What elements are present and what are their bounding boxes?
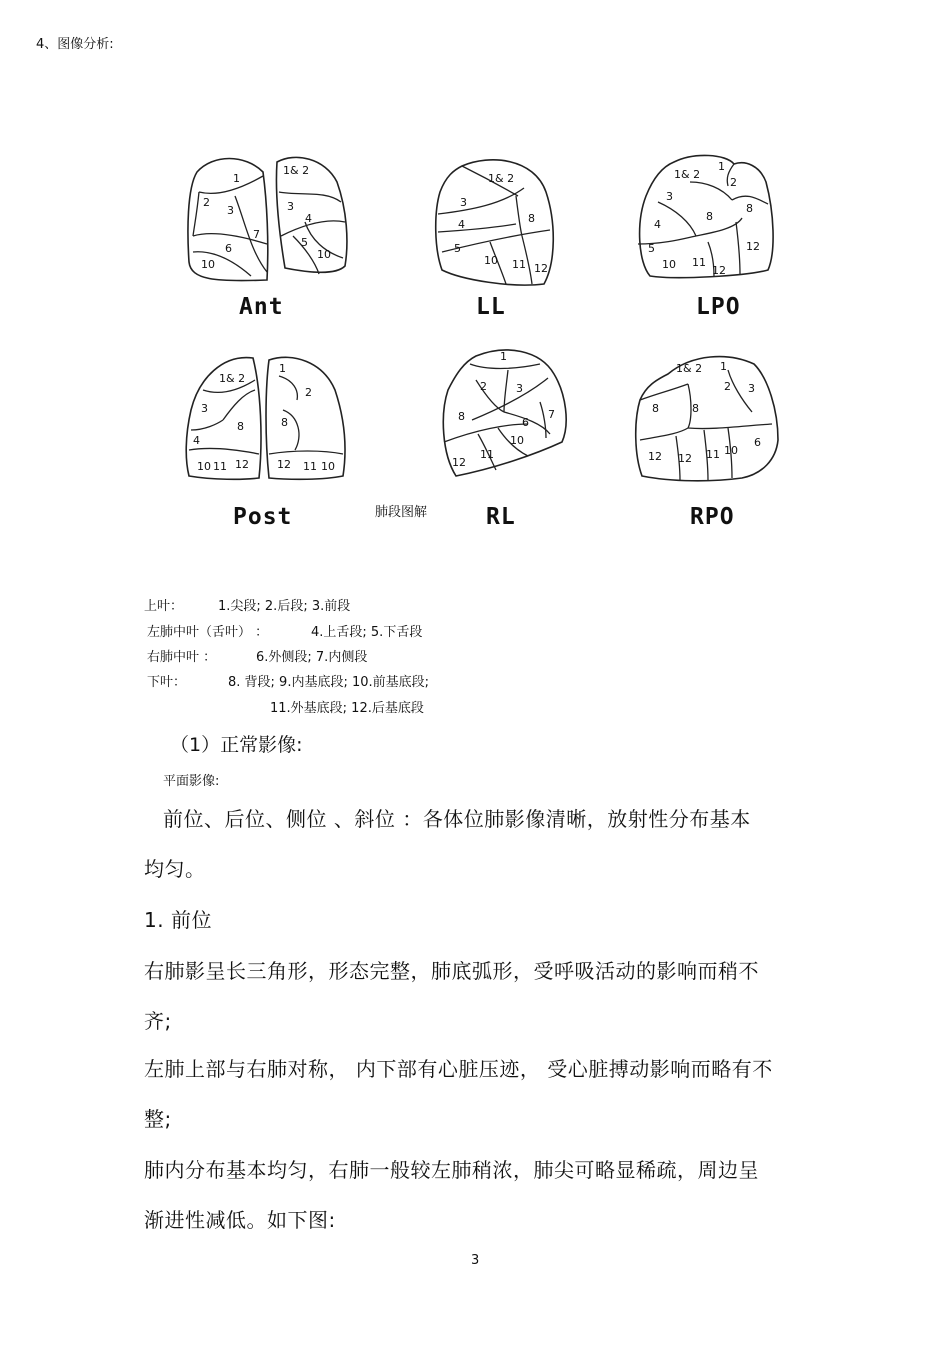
legend-row bbox=[144, 595, 351, 614]
seg-post-4: 4 bbox=[193, 434, 200, 447]
seg-rpo-2: 2 bbox=[724, 380, 731, 393]
legend-row bbox=[147, 621, 423, 640]
seg-ant-2: 2 bbox=[203, 196, 210, 209]
seg-ant-4: 4 bbox=[305, 212, 312, 225]
legend-row bbox=[147, 646, 368, 665]
seg-post-10b: 10 bbox=[321, 460, 335, 473]
seg-rpo-3: 3 bbox=[748, 382, 755, 395]
seg-rpo-12b: 12 bbox=[678, 452, 692, 465]
legend-lobe: 左肺中叶（舌叶） ： bbox=[147, 625, 269, 640]
seg-lpo-2: 2 bbox=[730, 176, 737, 189]
seg-lpo-3: 3 bbox=[666, 190, 673, 203]
legend-lobe: 下叶： bbox=[147, 675, 187, 690]
seg-lpo-8b: 8 bbox=[746, 202, 753, 215]
paragraph-line: 渐进性减低。如下图: bbox=[144, 1208, 336, 1232]
seg-rl-1: 1 bbox=[500, 350, 507, 363]
legend-items: 1.尖段; 2.后段; 3.前段 bbox=[218, 599, 351, 614]
seg-rpo-12: 1& 2 bbox=[676, 362, 703, 375]
plane-label: 平面影像: bbox=[163, 774, 220, 789]
seg-ant-6: 6 bbox=[225, 242, 232, 255]
seg-lpo-12b: 12 bbox=[746, 240, 760, 253]
seg-lpo-11: 11 bbox=[692, 256, 706, 269]
paragraph-heading: 1. 前位 bbox=[144, 908, 212, 932]
paragraph-line: 齐; bbox=[144, 1009, 172, 1033]
label-post: Post bbox=[233, 504, 293, 530]
seg-rpo-12a: 12 bbox=[648, 450, 662, 463]
label-rl: RL bbox=[486, 504, 516, 530]
legend-lobe: 上叶： bbox=[144, 599, 184, 614]
figure-caption: 肺段图解 bbox=[375, 505, 428, 520]
seg-post-11a: 11 bbox=[213, 460, 227, 473]
paragraph-line: 左肺上部与右肺对称， 内下部有心脏压迹， 受心脏搏动影响而略有不 bbox=[144, 1057, 773, 1081]
seg-ll-5: 5 bbox=[454, 242, 461, 255]
seg-rpo-10: 10 bbox=[724, 444, 738, 457]
seg-lpo-10: 10 bbox=[662, 258, 676, 271]
seg-rpo-8b: 8 bbox=[692, 402, 699, 415]
seg-post-3: 3 bbox=[201, 402, 208, 415]
seg-post-8a: 8 bbox=[237, 420, 244, 433]
seg-rpo-8a: 8 bbox=[652, 402, 659, 415]
legend-lobe: 右肺中叶 ： bbox=[147, 650, 217, 665]
seg-ant-7: 7 bbox=[253, 228, 260, 241]
paragraph-line: 右肺影呈长三角形，形态完整，肺底弧形，受呼吸活动的影响而稍不 bbox=[144, 959, 759, 983]
legend-items: 11.外基底段; 12.后基底段 bbox=[270, 701, 424, 716]
seg-rl-3: 3 bbox=[516, 382, 523, 395]
legend-items: 8. 背段; 9.内基底段; 10.前基底段; bbox=[228, 675, 430, 690]
seg-rl-11: 11 bbox=[480, 448, 494, 461]
legend-items: 6.外侧段; 7.内侧段 bbox=[256, 650, 368, 665]
seg-lpo-1: 1 bbox=[718, 160, 725, 173]
seg-ll-12: 1& 2 bbox=[488, 172, 515, 185]
seg-rpo-6: 6 bbox=[754, 436, 761, 449]
diagram-post bbox=[183, 350, 353, 530]
paragraph-line: 肺内分布基本均匀，右肺一般较左肺稍浓，肺尖可略显稀疏，周边呈 bbox=[144, 1158, 759, 1182]
legend-row bbox=[270, 697, 424, 716]
seg-ll-8: 8 bbox=[528, 212, 535, 225]
page-number: 3 bbox=[471, 1253, 480, 1268]
seg-ant-12: 1& 2 bbox=[283, 164, 310, 177]
paragraph-line: 均匀。 bbox=[144, 857, 206, 881]
seg-ll-10: 10 bbox=[484, 254, 498, 267]
diagram-rl bbox=[436, 344, 576, 530]
seg-lpo-8a: 8 bbox=[706, 210, 713, 223]
section-heading: 4、图像分析: bbox=[36, 37, 114, 52]
legend-row bbox=[147, 671, 430, 690]
seg-post-1: 1 bbox=[279, 362, 286, 375]
seg-post-10a: 10 bbox=[197, 460, 211, 473]
seg-lpo-12a: 12 bbox=[712, 264, 726, 277]
seg-post-2: 2 bbox=[305, 386, 312, 399]
diagram-rpo bbox=[632, 350, 782, 530]
seg-ant-1: 1 bbox=[233, 172, 240, 185]
diagram-lpo bbox=[636, 152, 786, 320]
diagram-ll bbox=[432, 152, 562, 320]
seg-rl-7: 7 bbox=[548, 408, 555, 421]
seg-ant-5: 5 bbox=[301, 236, 308, 249]
seg-post-11b: 11 bbox=[303, 460, 317, 473]
seg-post-12b: 12 bbox=[277, 458, 291, 471]
paragraph-line: 前位、后位、侧位 、斜位 ：各体位肺影像清晰，放射性分布基本 bbox=[163, 807, 751, 831]
seg-rl-6: 6 bbox=[522, 416, 529, 429]
seg-ant-10a: 10 bbox=[201, 258, 215, 271]
seg-ll-4: 4 bbox=[458, 218, 465, 231]
seg-ant-3a: 3 bbox=[227, 204, 234, 217]
label-ant: Ant bbox=[239, 294, 284, 320]
seg-lpo-12: 1& 2 bbox=[674, 168, 701, 181]
seg-rl-2: 2 bbox=[480, 380, 487, 393]
label-rpo: RPO bbox=[690, 504, 735, 530]
diagram-ant bbox=[185, 152, 355, 320]
seg-rl-12: 12 bbox=[452, 456, 466, 469]
seg-ll-12b: 12 bbox=[534, 262, 548, 275]
seg-post-8b: 8 bbox=[281, 416, 288, 429]
seg-rl-10: 10 bbox=[510, 434, 524, 447]
seg-rpo-11: 11 bbox=[706, 448, 720, 461]
seg-rl-8: 8 bbox=[458, 410, 465, 423]
seg-ll-3: 3 bbox=[460, 196, 467, 209]
legend-items: 4.上舌段; 5.下舌段 bbox=[311, 625, 423, 640]
subheading: （1）正常影像: bbox=[170, 734, 303, 756]
label-ll: LL bbox=[476, 294, 506, 320]
seg-ant-10b: 10 bbox=[317, 248, 331, 261]
paragraph-line: 整; bbox=[144, 1107, 172, 1131]
seg-ant-3b: 3 bbox=[287, 200, 294, 213]
seg-lpo-4: 4 bbox=[654, 218, 661, 231]
label-lpo: LPO bbox=[696, 294, 741, 320]
seg-lpo-5: 5 bbox=[648, 242, 655, 255]
seg-rpo-1: 1 bbox=[720, 360, 727, 373]
seg-post-12: 1& 2 bbox=[219, 372, 246, 385]
seg-ll-11: 11 bbox=[512, 258, 526, 271]
seg-post-12a: 12 bbox=[235, 458, 249, 471]
